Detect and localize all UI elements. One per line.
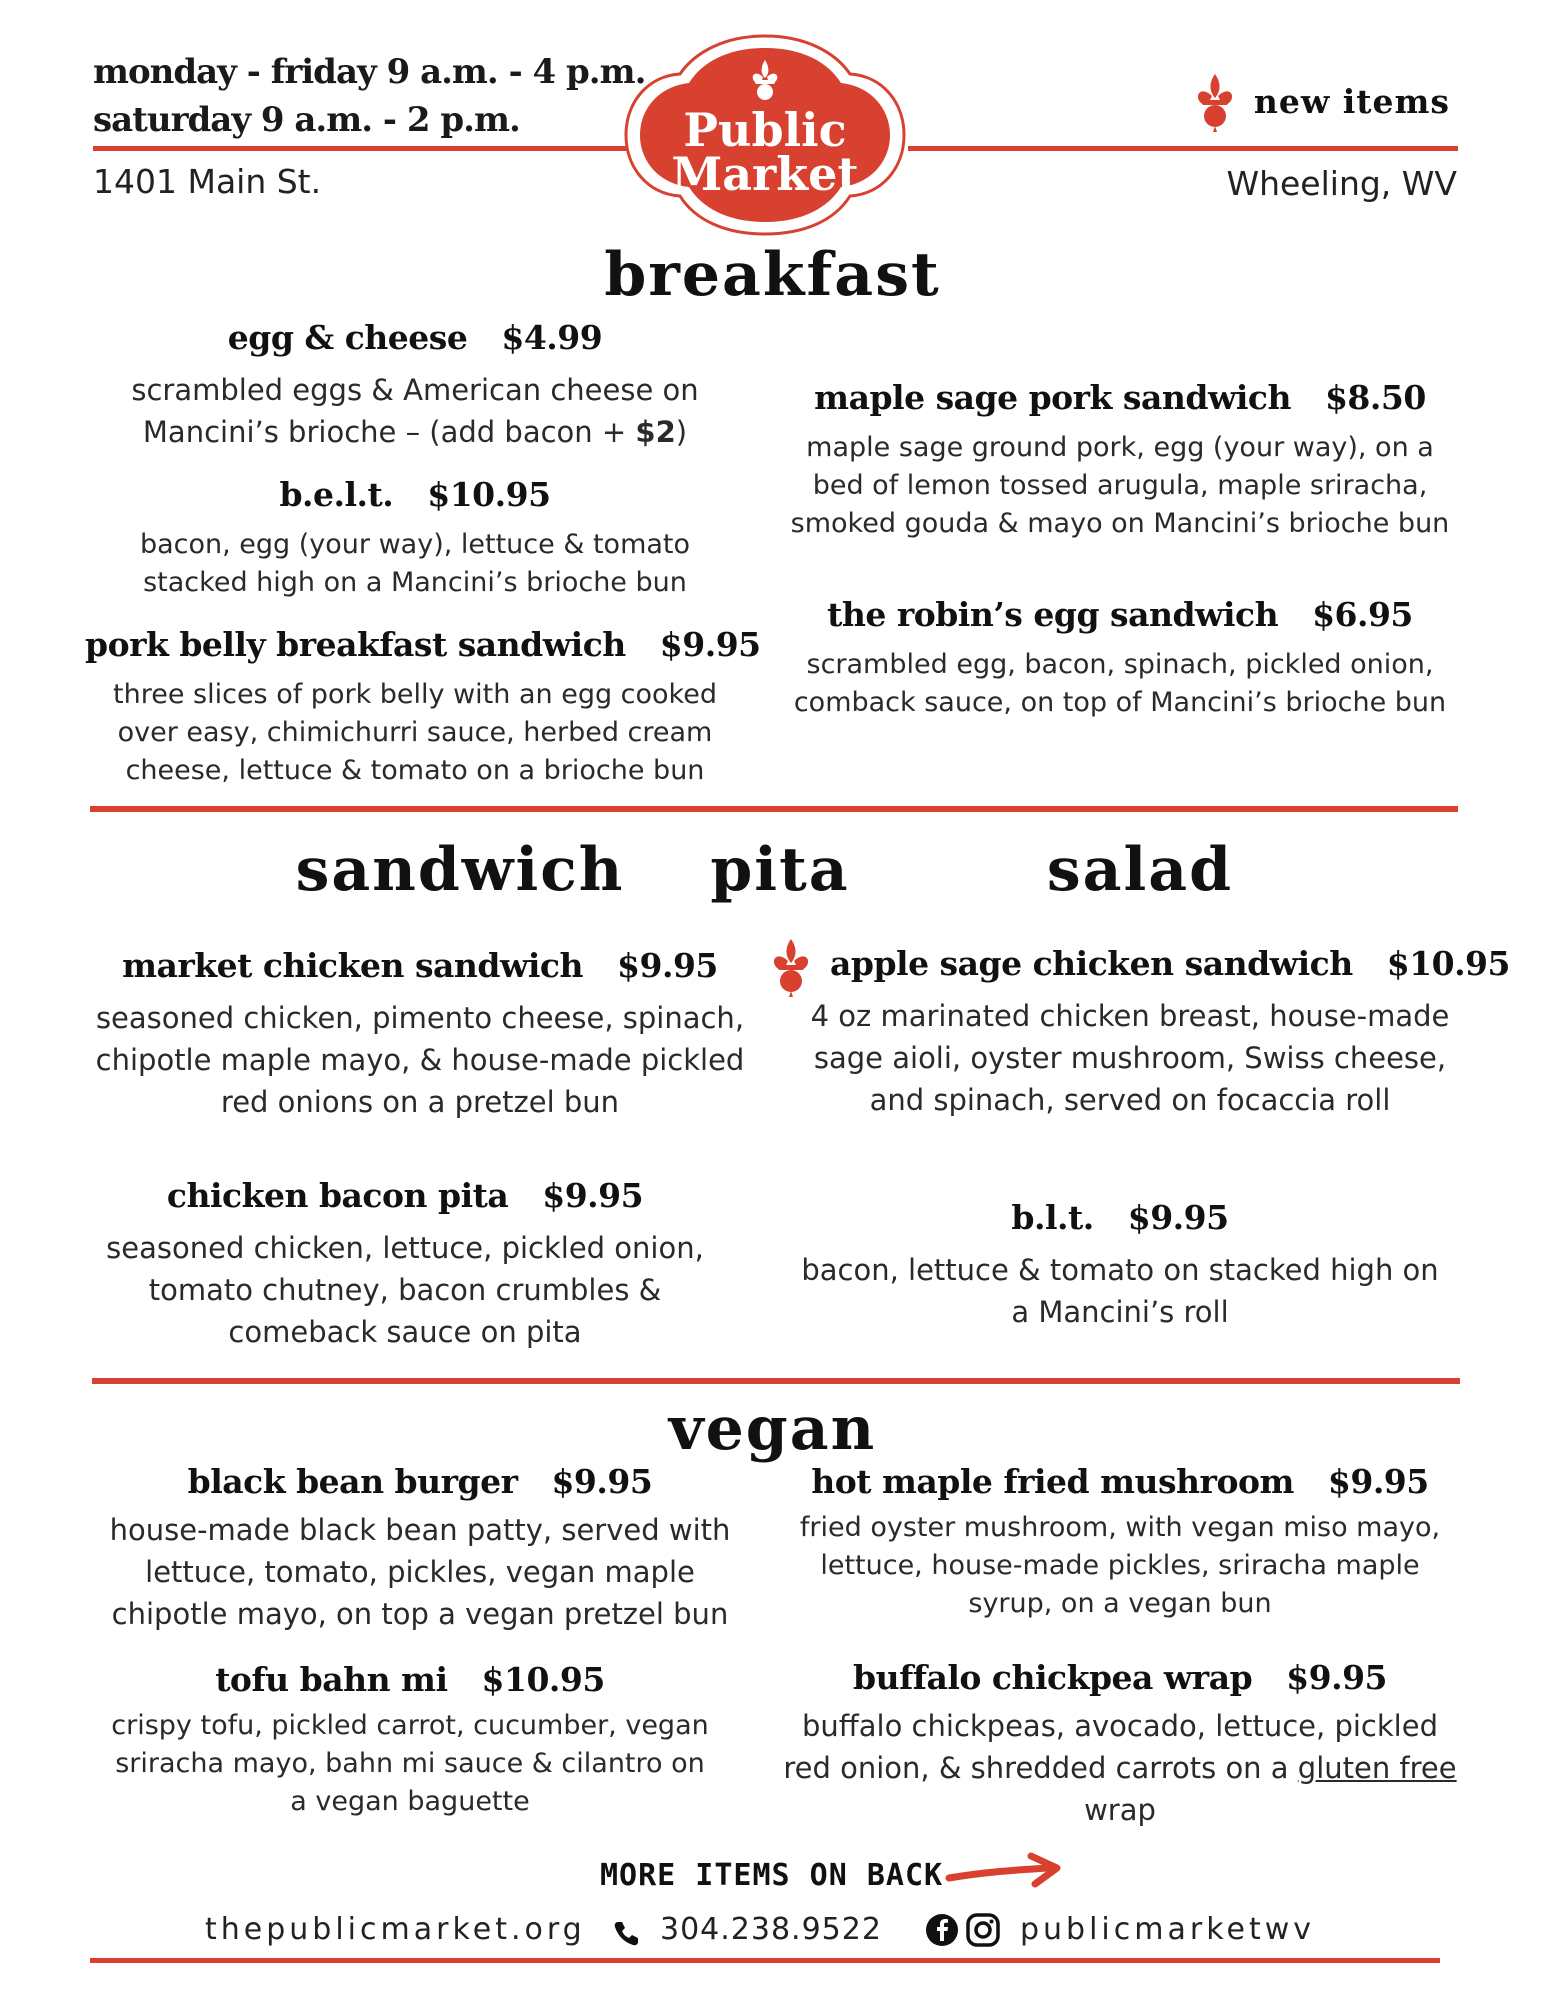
item-price: $10.95: [1386, 944, 1510, 983]
item-name: maple sage pork sandwich: [814, 378, 1291, 417]
hours-weekday: monday - friday 9 a.m. - 4 p.m.: [93, 52, 646, 92]
menu-item-chicken-bacon-pita: [105, 1176, 705, 1353]
item-desc: bacon, egg (your way), lettuce & tomato stacked high on a Mancini’s brioche bun: [139, 529, 691, 598]
item-price: $9.95: [659, 625, 761, 664]
item-name: apple sage chicken sandwich: [830, 944, 1353, 983]
arrow-right-icon: [945, 1852, 1065, 1892]
city: Wheeling, WV: [1226, 164, 1457, 203]
menu-item-tofu-bahn-mi: [110, 1660, 710, 1821]
fleur-de-lis-icon: [1194, 70, 1236, 132]
item-desc: buffalo chickpeas, avocado, lettuce, pickled red onion, & shredded carrots on a gluten free wrap: [783, 1709, 1457, 1827]
menu-item-market-chicken: [95, 946, 745, 1123]
logo-line1: Public: [683, 103, 847, 157]
item-name: tofu bahn mi: [215, 1660, 448, 1699]
new-items-legend: [1194, 70, 1450, 132]
hours-saturday: saturday 9 a.m. - 2 p.m.: [93, 100, 520, 140]
menu-item-maple-sage-pork: [780, 378, 1460, 543]
social-handle[interactable]: publicmarketwv: [1020, 1912, 1316, 1947]
item-desc: scrambled egg, bacon, spinach, pickled onion, comback sauce, on top of Mancini’s brioche bun: [793, 649, 1447, 718]
phone-number[interactable]: 304.238.9522: [660, 1912, 882, 1947]
item-desc: seasoned chicken, pimento cheese, spinach, chipotle maple mayo, & house-made pickled red onions on a pretzel bun: [95, 1001, 745, 1119]
item-price: $10.95: [427, 475, 551, 514]
item-name: the robin’s egg sandwich: [827, 595, 1279, 634]
item-name: market chicken sandwich: [122, 946, 584, 985]
item-desc: three slices of pork belly with an egg cooked over easy, chimichurri sauce, herbed cream cheese, lettuce & tomato on a brioche bun: [113, 679, 717, 786]
item-price: $9.95: [1127, 1198, 1229, 1237]
footer-rule: [90, 1958, 1440, 1963]
item-desc: 4 oz marinated chicken breast, house-made sage aioli, oyster mushroom, Swiss cheese, and spinach, served on focaccia roll: [810, 999, 1450, 1117]
item-price: $9.95: [542, 1176, 644, 1215]
item-price: $9.95: [551, 1462, 653, 1501]
menu-item-apple-sage-chicken: [790, 944, 1510, 1121]
item-desc: maple sage ground pork, egg (your way), on a bed of lemon tossed arugula, maple sriracha, smoked gouda & mayo on Mancini’s brioche bun: [790, 432, 1450, 539]
menu-item-egg-cheese: [95, 318, 735, 453]
header-rule-left: [93, 146, 633, 151]
item-name: b.e.l.t.: [279, 475, 394, 514]
menu-item-pork-belly: [85, 625, 761, 790]
phone-icon: [612, 1918, 642, 1948]
menu-item-blt: [790, 1198, 1450, 1333]
pita-title: pita: [710, 835, 850, 905]
website-link[interactable]: thepublicmarket.org: [205, 1912, 586, 1947]
item-price: $4.99: [501, 318, 603, 357]
item-price: $9.95: [1327, 1462, 1429, 1501]
item-name: chicken bacon pita: [166, 1176, 509, 1215]
facebook-icon[interactable]: [925, 1913, 959, 1947]
sandwich-title: sandwich: [295, 835, 625, 905]
item-desc: bacon, lettuce & tomato on stacked high on a Mancini’s roll: [801, 1253, 1439, 1329]
logo: [620, 30, 910, 240]
menu-item-hot-maple-mushroom: [780, 1462, 1460, 1623]
menu-item-robins-egg: [790, 595, 1450, 722]
logo-line2: Market: [671, 147, 859, 201]
logo-text: [620, 103, 910, 201]
new-items-label: new items: [1253, 81, 1450, 121]
item-name: egg & cheese: [227, 318, 468, 357]
menu-item-black-bean-burger: [95, 1462, 745, 1635]
divider-breakfast: [90, 806, 1458, 812]
item-price: $9.95: [1286, 1658, 1387, 1697]
vegan-title: vegan: [668, 1394, 877, 1464]
item-price: $10.95: [481, 1660, 605, 1699]
item-name: hot maple fried mushroom: [811, 1462, 1294, 1501]
item-price: $6.95: [1312, 595, 1413, 634]
item-desc: house-made black bean patty, served with lettuce, tomato, pickles, vegan maple chipotle mayo, on top a vegan pretzel bun: [109, 1513, 731, 1631]
item-desc: crispy tofu, pickled carrot, cucumber, vegan sriracha mayo, bahn mi sauce & cilantro on a vegan baguette: [111, 1710, 709, 1817]
menu-item-buffalo-chickpea-wrap: [780, 1658, 1460, 1831]
more-items-label: MORE ITEMS ON BACK: [600, 1858, 944, 1893]
breakfast-title: breakfast: [604, 240, 941, 310]
item-name: b.l.t.: [1011, 1198, 1094, 1237]
hours: [93, 48, 645, 144]
menu-item-belt: [95, 475, 735, 602]
address: 1401 Main St.: [93, 162, 322, 201]
item-name: pork belly breakfast sandwich: [85, 625, 626, 664]
salad-title: salad: [1046, 835, 1234, 905]
item-desc: seasoned chicken, lettuce, pickled onion, tomato chutney, bacon crumbles & comeback sauce on pita: [106, 1231, 704, 1349]
divider-lunch: [92, 1378, 1460, 1384]
item-name: black bean burger: [187, 1462, 518, 1501]
item-price: $8.50: [1324, 378, 1426, 417]
item-name: buffalo chickpea wrap: [853, 1658, 1253, 1697]
header-rule-right: [908, 146, 1458, 151]
item-desc: scrambled eggs & American cheese on Mancini’s brioche – (add bacon + $2): [131, 373, 699, 449]
item-desc: fried oyster mushroom, with vegan miso mayo, lettuce, house-made pickles, sriracha maple syrup, on a vegan bun: [799, 1512, 1441, 1619]
instagram-icon[interactable]: [966, 1913, 1000, 1947]
item-price: $9.95: [617, 946, 718, 985]
